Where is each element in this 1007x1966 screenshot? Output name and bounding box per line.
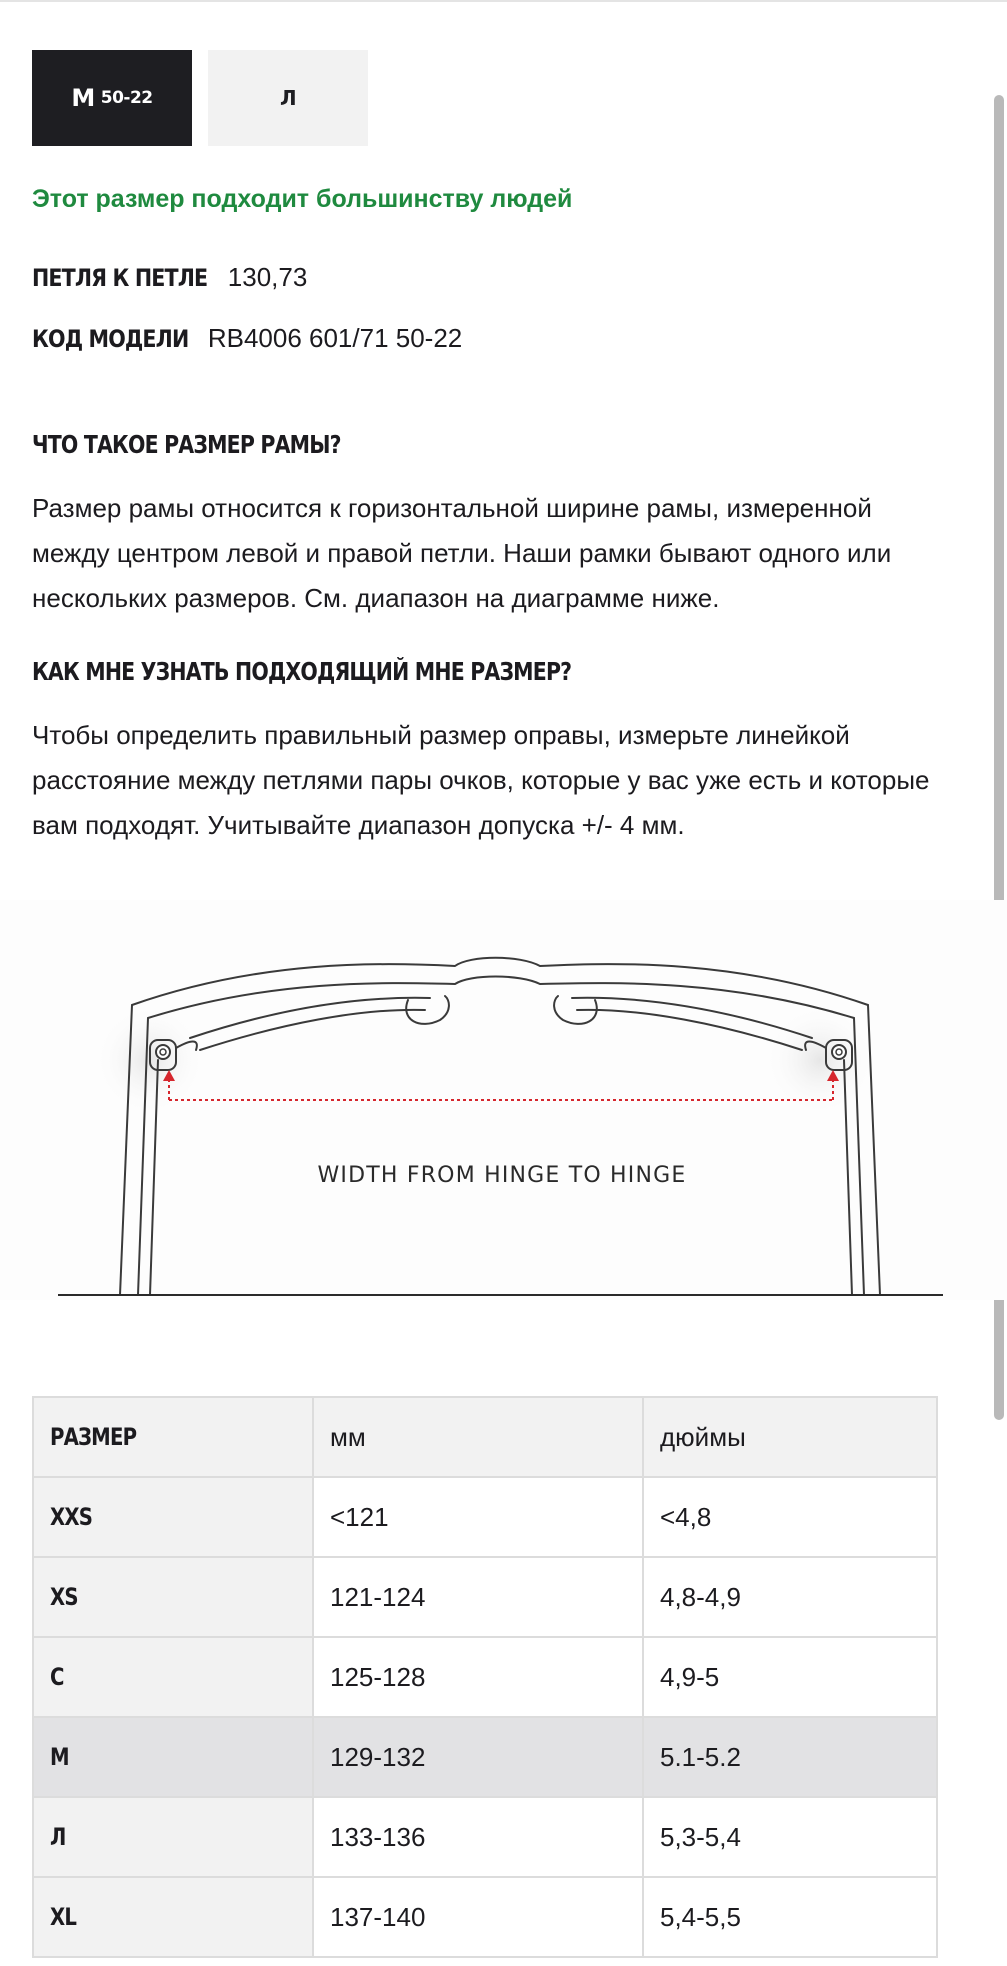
cell-mm: <121 — [313, 1477, 643, 1557]
section-text-find-size: Чтобы определить правильный размер оправы, измерьте линейкой расстояние между петлями пары очков, которые у вас уже есть и которые вам подходят. Учитывайте диапазон допуска +/- 4 мм. — [32, 720, 930, 840]
cell-size: XS — [33, 1557, 313, 1637]
cell-inch: 4,8-4,9 — [643, 1557, 937, 1637]
left-hinge-screw — [156, 1045, 170, 1059]
table-row — [33, 1877, 937, 1957]
section-text-frame-size: Размер рамы относится к горизонтальной ширине рамы, измеренной между центром левой и правой петли. Наши рамки бывают одного или нескольких размеров. См. диапазон на диаграмме ниже. — [32, 493, 892, 613]
table-row — [33, 1557, 937, 1637]
size-option-m[interactable] — [32, 50, 192, 146]
size-option-label: Л — [279, 86, 297, 110]
cell-inch: 5,4-5,5 — [643, 1877, 937, 1957]
cell-mm: 137-140 — [313, 1877, 643, 1957]
section-heading-find-size: КАК МНЕ УЗНАТЬ ПОДХОДЯЩИЙ МНЕ РАЗМЕР? — [32, 657, 572, 686]
spec-label: ПЕТЛЯ К ПЕТЛЕ — [32, 264, 208, 292]
table-row — [33, 1797, 937, 1877]
table-row — [33, 1477, 937, 1557]
cell-size: M — [33, 1717, 313, 1797]
hinge-width-diagram — [0, 900, 1007, 1300]
size-table — [32, 1396, 938, 1958]
cell-size: Л — [33, 1797, 313, 1877]
cell-size: XXS — [33, 1477, 313, 1557]
cell-inch: 4,9-5 — [643, 1637, 937, 1717]
cell-mm: 129-132 — [313, 1717, 643, 1797]
right-hinge-screw — [832, 1045, 846, 1059]
size-option-label: M — [71, 84, 95, 112]
size-option-dimensions: 50-22 — [100, 88, 153, 108]
cell-mm: 121-124 — [313, 1557, 643, 1637]
cell-size: С — [33, 1637, 313, 1717]
spec-value: 130,73 — [227, 262, 308, 292]
spec-label: КОД МОДЕЛИ — [32, 325, 189, 353]
right-hinge-glow — [762, 1002, 878, 1118]
cell-inch: <4,8 — [643, 1477, 937, 1557]
cell-inch: 5,3-5,4 — [643, 1797, 937, 1877]
cell-size: XL — [33, 1877, 313, 1957]
table-header-row — [33, 1397, 937, 1477]
diagram-caption: WIDTH FROM HINGE TO HINGE — [317, 1163, 687, 1188]
section-heading-frame-size: ЧТО ТАКОЕ РАЗМЕР РАМЫ? — [32, 430, 341, 459]
size-option-l[interactable] — [208, 50, 368, 146]
fit-note: Этот размер подходит большинству людей — [32, 185, 573, 213]
table-row — [33, 1637, 937, 1717]
spec-value: RB4006 601/71 50-22 — [207, 323, 463, 353]
cell-mm: 125-128 — [313, 1637, 643, 1717]
table-row-selected — [33, 1717, 937, 1797]
column-header-mm: мм — [313, 1397, 643, 1477]
column-header-inch: дюймы — [643, 1397, 937, 1477]
top-divider — [0, 0, 1007, 2]
spec-hinge-to-hinge — [32, 262, 307, 293]
cell-mm: 133-136 — [313, 1797, 643, 1877]
column-header-size: РАЗМЕР — [33, 1397, 313, 1477]
cell-inch: 5.1-5.2 — [643, 1717, 937, 1797]
spec-model-code — [32, 323, 462, 354]
